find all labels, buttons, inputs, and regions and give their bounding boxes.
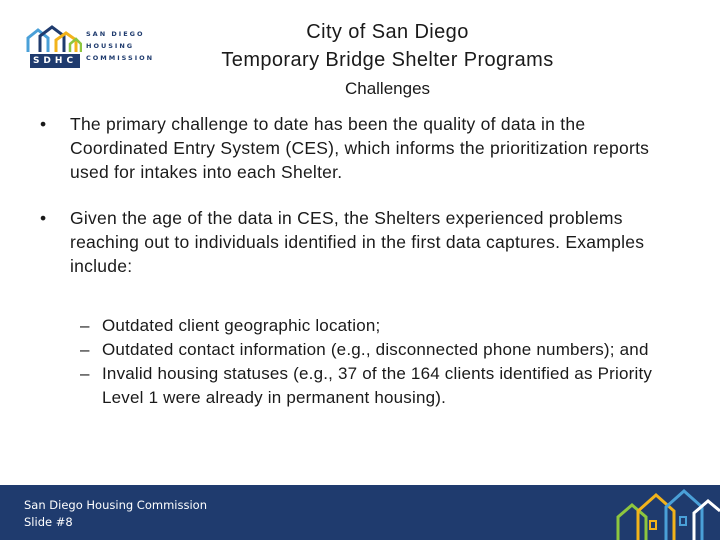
sub-bullet-marker: –	[80, 364, 90, 383]
sdhc-logo	[26, 24, 155, 74]
houses-logo-icon	[26, 24, 82, 54]
logo-wordmark: SAN DIEGO HOUSING COMMISSION	[86, 30, 155, 62]
bullet-item	[36, 206, 676, 278]
footer-org: San Diego Housing Commission	[24, 498, 207, 512]
sub-bullet-marker: –	[80, 340, 90, 359]
bullet-marker: •	[40, 114, 47, 134]
sub-bullet-item	[80, 362, 676, 410]
bullet-text: The primary challenge to date has been the quality of data in the Coordinated Entry System (CES), which informs the prioritization reports used for intakes into each Shelter.	[70, 114, 650, 182]
sub-bullet-text: Outdated client geographic location;	[102, 316, 381, 335]
sub-bullet-marker: –	[80, 316, 90, 335]
logo-abbreviation: SDHC	[30, 54, 80, 68]
sub-bullet-list	[36, 314, 676, 410]
slide-header	[150, 18, 625, 102]
sub-bullet-item	[80, 314, 676, 338]
sub-bullet-text: Outdated contact information (e.g., disconnected phone numbers); and	[102, 340, 649, 359]
sub-bullet-item	[80, 338, 676, 362]
sub-bullet-text: Invalid housing statuses (e.g., 37 of the 164 clients identified as Priority Level 1 were already in permanent housing).	[102, 364, 653, 407]
footer-text	[24, 497, 207, 531]
bullet-item	[36, 112, 676, 184]
slide-title-line-1: City of San Diego	[306, 21, 469, 43]
bullet-marker: •	[40, 208, 47, 228]
slide-subtitle: Challenges	[344, 79, 431, 98]
bullet-text: Given the age of the data in CES, the Shelters experienced problems reaching out to individuals identified in the first data captures. Examples include:	[70, 208, 645, 276]
slide-footer	[0, 485, 720, 540]
slide-title-line-2: Temporary Bridge Shelter Programs	[221, 49, 554, 71]
slide-body	[36, 112, 676, 410]
houses-outline-icon	[610, 485, 720, 540]
footer-slide-number: Slide #8	[24, 515, 73, 529]
